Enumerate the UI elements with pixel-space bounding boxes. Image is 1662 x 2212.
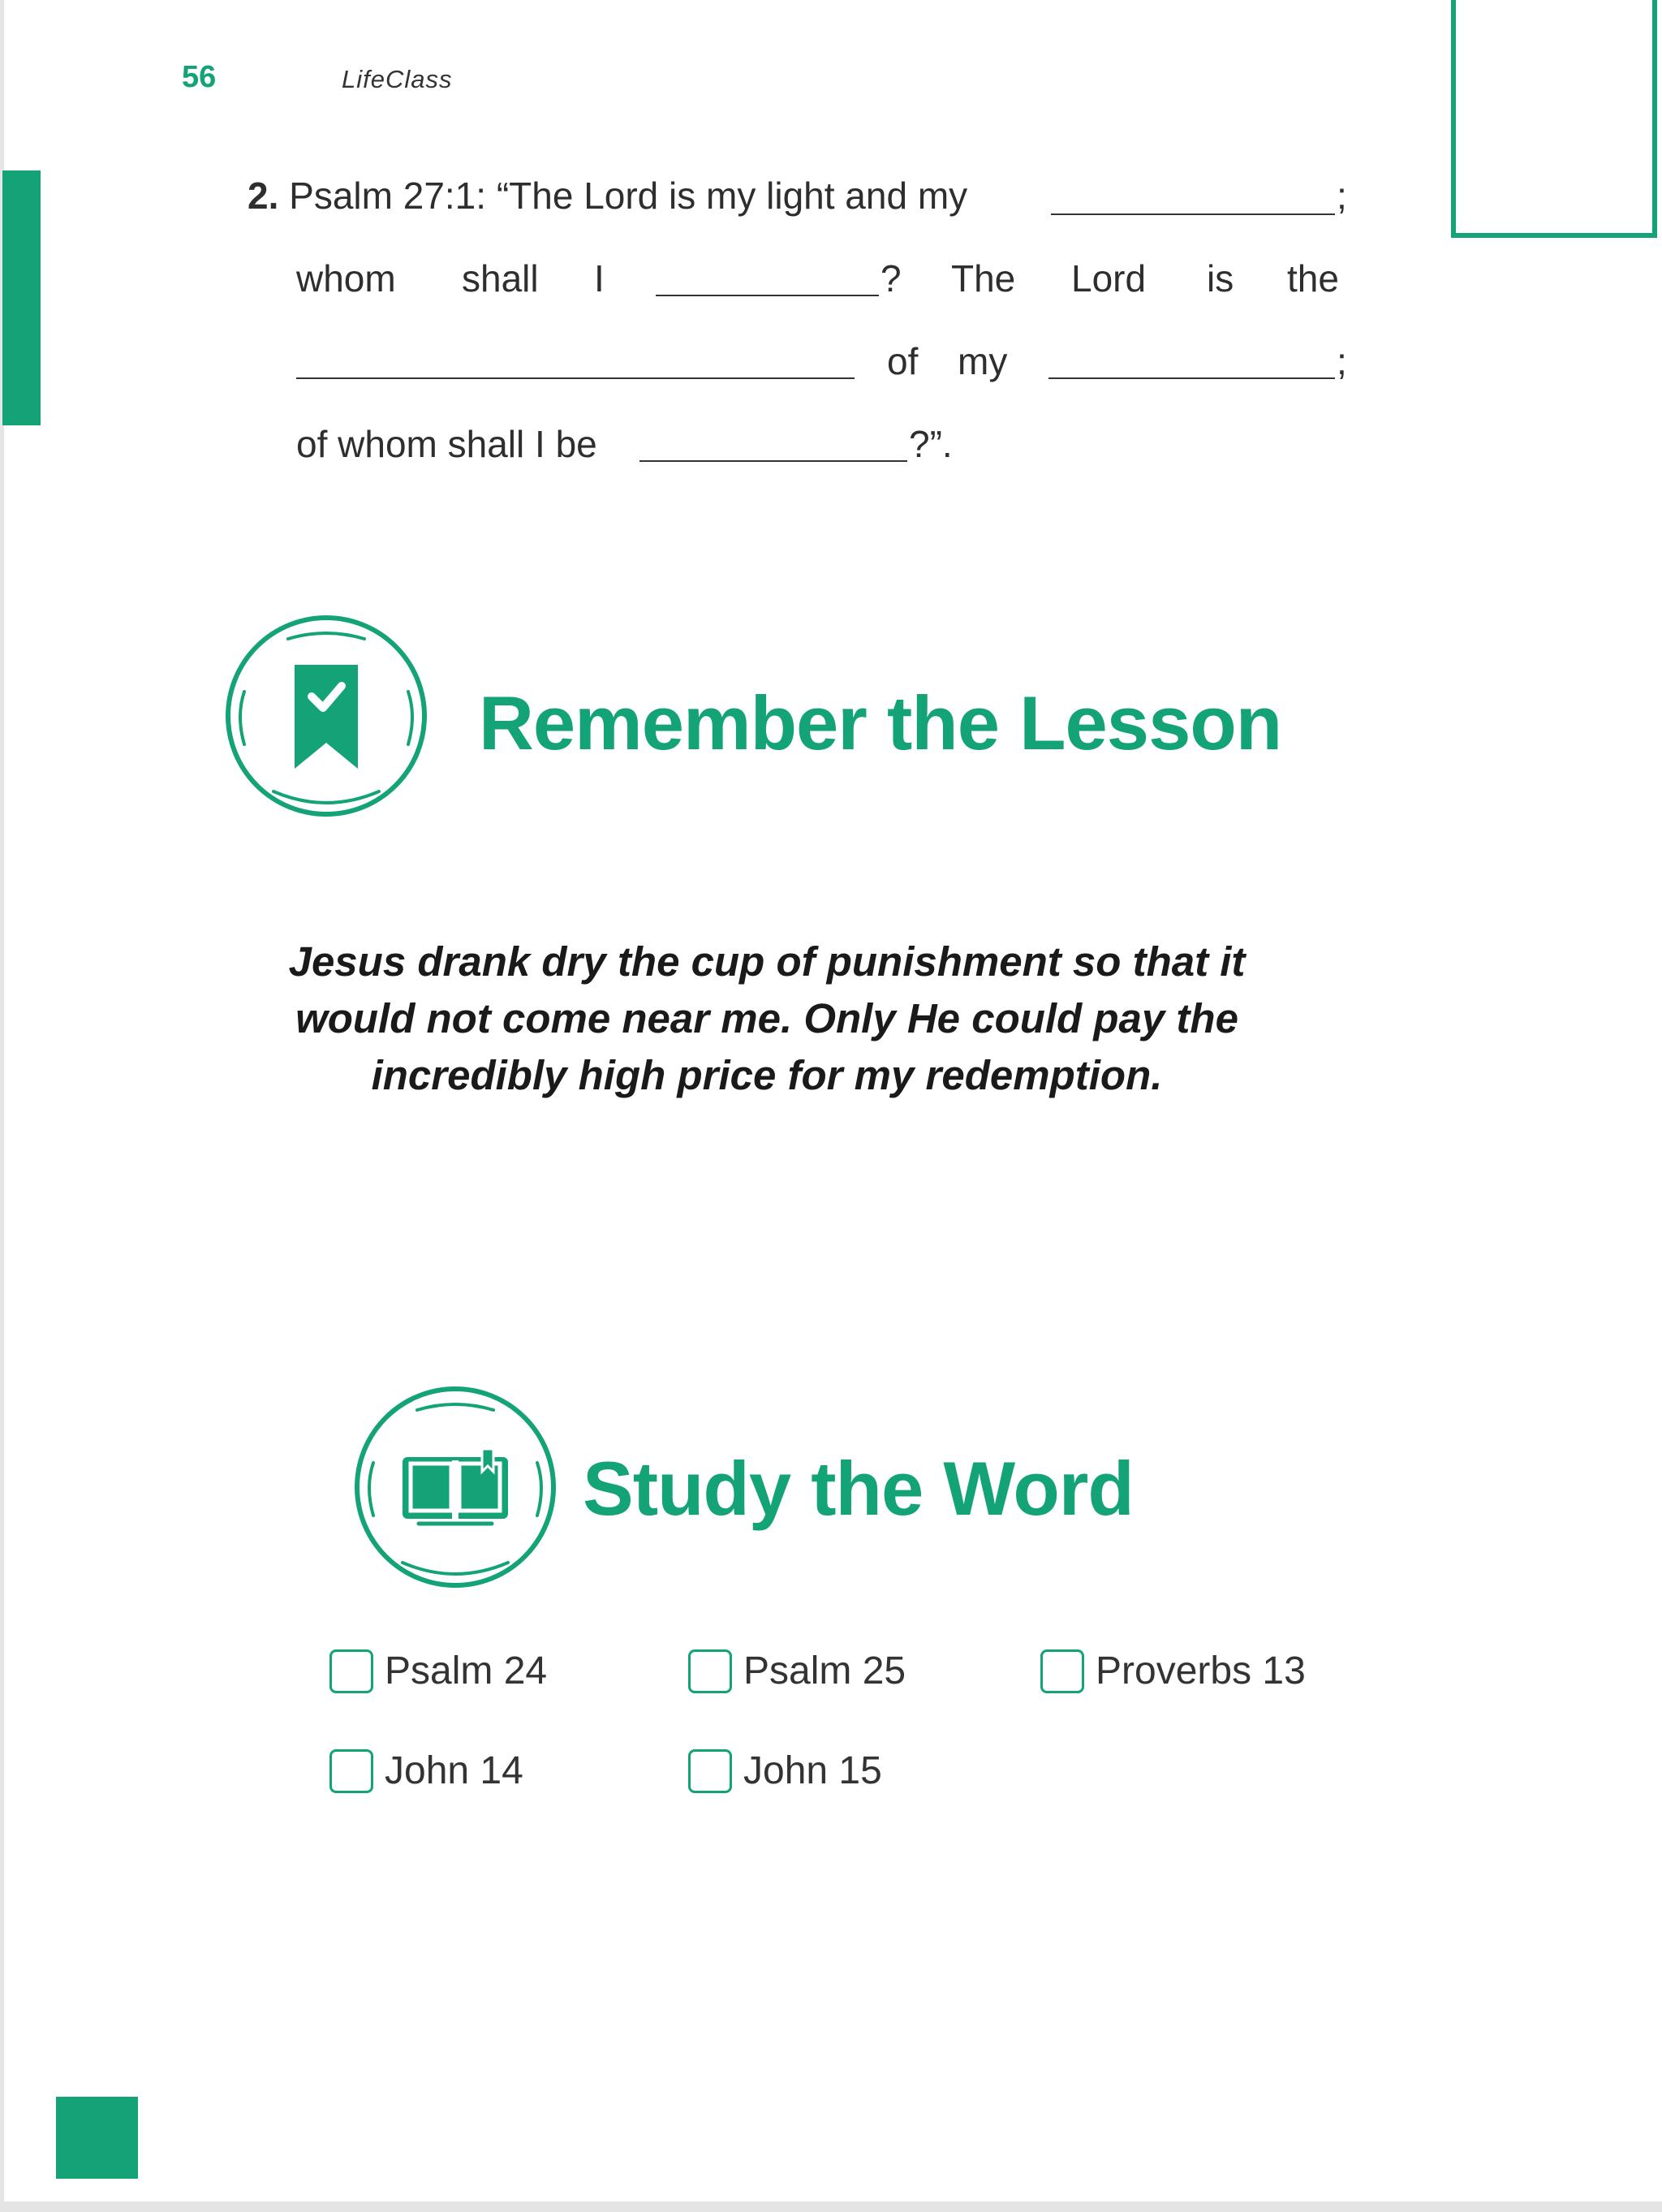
reading-label: Proverbs 13	[1096, 1649, 1306, 1692]
exercise-word: of	[887, 340, 919, 382]
exercise-word: ?	[881, 257, 902, 300]
reading-label: Psalm 25	[743, 1649, 906, 1692]
exercise-word: I	[594, 257, 605, 300]
exercise-line-1-text: Psalm 27:1: “The Lord is my light and my	[289, 175, 968, 217]
reading-item[interactable]	[688, 1748, 882, 1793]
exercise-word: Lord	[1071, 257, 1147, 300]
study-heading: Study the Word	[583, 1446, 1134, 1531]
exercise-word: The	[951, 257, 1016, 300]
corner-square	[56, 2097, 138, 2179]
exercise-line-3-end: ;	[1337, 340, 1347, 382]
reading-item[interactable]	[1040, 1649, 1306, 1693]
remember-heading: Remember the Lesson	[479, 680, 1282, 765]
exercise-word: is	[1207, 257, 1234, 300]
answer-blank-2[interactable]	[656, 295, 879, 296]
reading-item[interactable]	[688, 1649, 906, 1693]
corner-frame	[1451, 0, 1657, 238]
reading-item[interactable]	[329, 1649, 547, 1693]
page-number: 56	[182, 60, 217, 94]
reading-label: John 14	[385, 1749, 523, 1792]
page-bottom-edge	[0, 2201, 1662, 2212]
open-book-icon	[354, 1386, 557, 1589]
answer-blank-5[interactable]	[639, 460, 907, 462]
reading-checkbox[interactable]	[329, 1649, 373, 1693]
answer-blank-4[interactable]	[1048, 377, 1335, 379]
exercise-line-1	[248, 174, 967, 218]
reading-checkbox[interactable]	[688, 1749, 732, 1793]
lesson-text: Jesus drank dry the cup of punishment so that it would not come near me. Only He could pay the incredibly high price for my redemption.	[288, 938, 1246, 1098]
running-title: LifeClass	[342, 65, 453, 93]
reading-item[interactable]	[329, 1748, 523, 1793]
reading-checkbox[interactable]	[329, 1749, 373, 1793]
exercise-word: my	[958, 340, 1008, 382]
exercise-word: shall	[462, 257, 539, 300]
reading-label: John 15	[743, 1749, 882, 1792]
exercise-number: 2.	[248, 175, 279, 217]
reading-checkbox[interactable]	[688, 1649, 732, 1693]
reading-label: Psalm 24	[385, 1649, 548, 1692]
exercise-word: the	[1287, 257, 1339, 300]
exercise-line-4-end: ?”.	[909, 423, 953, 465]
reading-checkbox[interactable]	[1040, 1649, 1084, 1693]
exercise-word: whom	[296, 257, 396, 300]
exercise-line-4-text: of whom shall I be	[296, 423, 597, 465]
answer-blank-3[interactable]	[296, 377, 855, 379]
answer-blank-1[interactable]	[1051, 213, 1335, 215]
exercise-line-1-end: ;	[1337, 175, 1347, 217]
bookmark-check-icon	[225, 614, 428, 817]
side-tab-marker	[2, 170, 41, 425]
